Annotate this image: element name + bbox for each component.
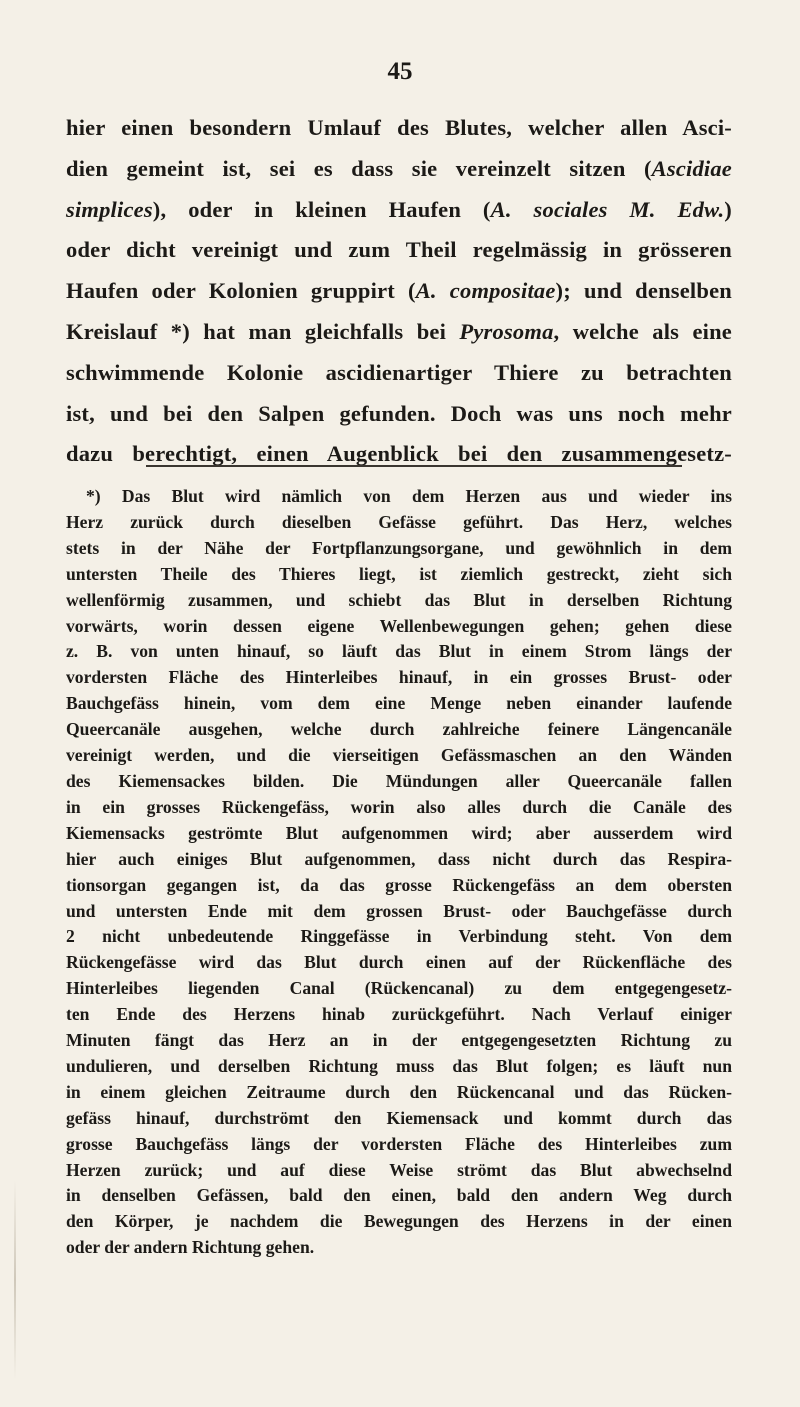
footnote-line: ten Ende des Herzens hinab zurückgeführt. Nach Verlauf einiger <box>66 1004 732 1025</box>
main-text-line: simplices), oder in kleinen Haufen (A. sociales M. Edw.) <box>66 196 732 222</box>
footnote <box>66 484 732 1261</box>
footnote-line: 2 nicht unbedeutende Ringgefässe in Verbindung steht. Von dem <box>66 926 732 947</box>
footnote-line: in ein grosses Rückengefäss, worin also alles durch die Canäle des <box>66 796 732 817</box>
footnote-line: *) Das Blut wird nämlich von dem Herzen aus und wieder ins <box>86 486 732 506</box>
main-text-line: dazu berechtigt, einen Augenblick bei den zusammengesetz- <box>66 441 732 467</box>
footnote-line: vereinigt werden, und die vierseitigen Gefässmaschen an den Wänden <box>66 745 732 766</box>
footnote-line: und untersten Ende mit dem grossen Brust- oder Bauchgefässe durch <box>66 900 732 921</box>
footnote-line: z. B. von unten hinauf, so läuft das Blut in einem Strom längs der <box>66 641 732 662</box>
footnote-line: wellenförmig zusammen, und schiebt das Blut in derselben Richtung <box>66 589 732 610</box>
footnote-line: in denselben Gefässen, bald den einen, bald den andern Weg durch <box>66 1185 732 1206</box>
main-text <box>66 108 732 475</box>
footnote-line: vordersten Fläche des Hinterleibes hinauf, in ein grosses Brust- oder <box>66 667 732 688</box>
footnote-line: untersten Theile des Thieres liegt, ist ziemlich gestreckt, zieht sich <box>66 563 732 584</box>
page-number: 45 <box>387 58 413 85</box>
main-text-line: dien gemeint ist, sei es dass sie vereinzelt sitzen (Ascidiae <box>66 155 732 181</box>
footnote-line: den Körper, je nachdem die Bewegungen des Herzens in der einen <box>66 1211 732 1232</box>
footnote-line: vorwärts, worin dessen eigene Wellenbewegungen gehen; gehen diese <box>66 615 732 636</box>
footnote-line: Rückengefässe wird das Blut durch einen auf der Rückenfläche des <box>66 952 732 973</box>
footnote-line: des Kiemensackes bilden. Die Mündungen aller Queercanäle fallen <box>66 770 732 791</box>
footnote-line: Queercanäle ausgehen, welche durch zahlreiche feinere Längencanäle <box>66 719 732 740</box>
footnote-line: grosse Bauchgefäss längs der vordersten Fläche des Hinterleibes zum <box>66 1133 732 1154</box>
footnote-line: Hinterleibes liegenden Canal (Rückencanal) zu dem entgegengesetz- <box>66 978 732 999</box>
main-text-line: oder dicht vereinigt und zum Theil regelmässig in grösseren <box>66 237 732 263</box>
footnote-line: Herzen zurück; und auf diese Weise strömt das Blut abwechselnd <box>66 1159 732 1180</box>
footnote-line: oder der andern Richtung gehen. <box>66 1237 315 1258</box>
main-text-line: hier einen besondern Umlauf des Blutes, welcher allen Asci- <box>66 115 732 140</box>
main-text-line: Haufen oder Kolonien gruppirt (A. compositae); und denselben <box>66 278 732 304</box>
footnote-line: tionsorgan gegangen ist, da das grosse Rückengefäss an dem obersten <box>66 874 732 895</box>
footnote-line: undulieren, und derselben Richtung muss das Blut folgen; es läuft nun <box>66 1055 732 1076</box>
footnote-line: gefäss hinauf, durchströmt den Kiemensack und kommt durch das <box>66 1107 732 1128</box>
main-text-line: Kreislauf *) hat man gleichfalls bei Pyrosoma, welche als eine <box>66 318 732 344</box>
footnote-line: stets in der Nähe der Fortpflanzungsorgane, und gewöhnlich in dem <box>66 537 732 558</box>
footnote-line: Bauchgefäss hinein, vom dem eine Menge neben einander laufende <box>66 693 732 714</box>
footnote-line: in einem gleichen Zeitraume durch den Rückencanal und das Rücken- <box>66 1081 732 1102</box>
scan-edge-shadow <box>14 1180 16 1380</box>
footnote-line: Minuten fängt das Herz an in der entgegengesetzten Richtung zu <box>66 1030 732 1051</box>
main-text-line: schwimmende Kolonie ascidienartiger Thiere zu betrachten <box>66 359 732 385</box>
footnote-line: Kiemensacks geströmte Blut aufgenommen wird; aber ausserdem wird <box>66 822 732 843</box>
footnote-line: hier auch einiges Blut aufgenommen, dass nicht durch das Respira- <box>66 848 732 869</box>
main-text-line: ist, und bei den Salpen gefunden. Doch was uns noch mehr <box>66 400 732 426</box>
footnote-divider <box>146 465 682 467</box>
footnote-line: Herz zurück durch dieselben Gefässe geführt. Das Herz, welches <box>66 511 732 532</box>
